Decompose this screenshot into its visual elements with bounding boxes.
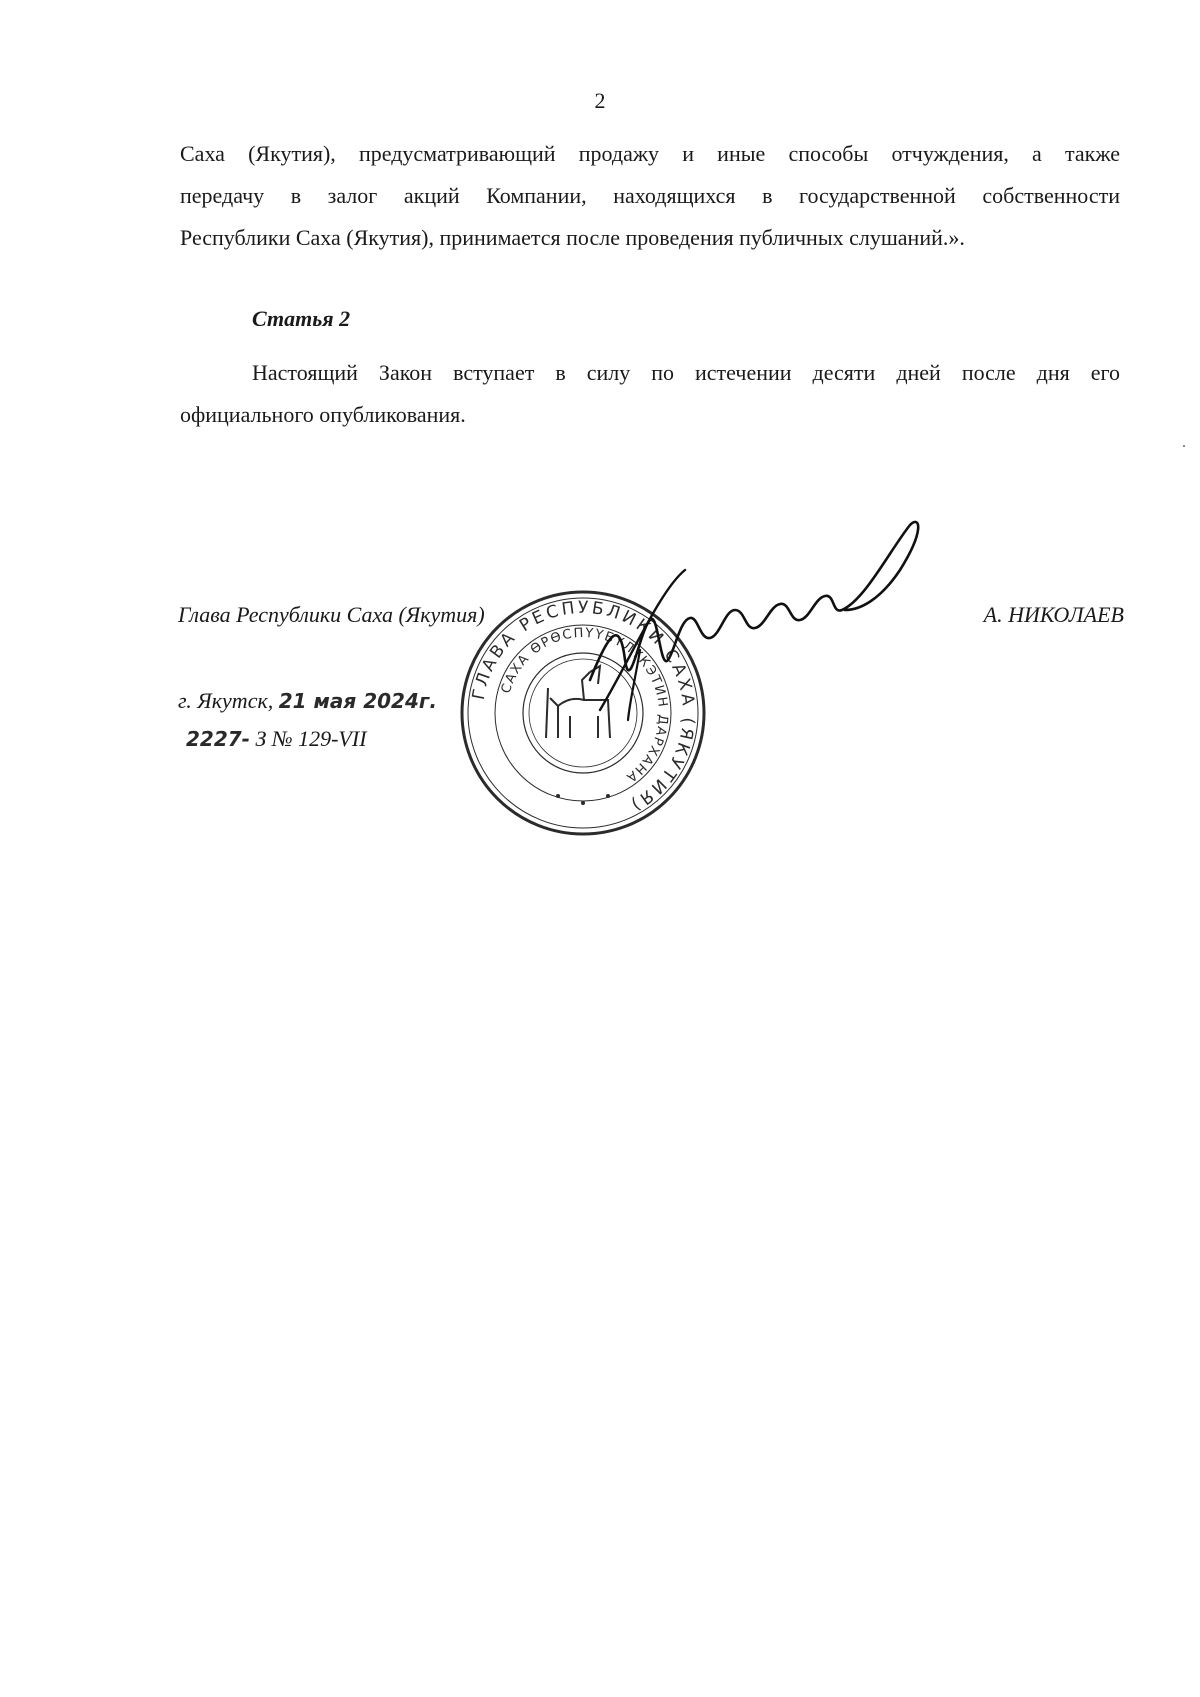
handwritten-signature-icon [580, 510, 940, 740]
signatory-title: Глава Республики Саха (Якутия) [178, 602, 485, 627]
handwritten-number: 2227- [186, 727, 250, 751]
handwritten-date: 21 мая 2024г. [278, 689, 437, 713]
article-line: Настоящий Закон вступает в силу по истечении десяти дней после дня его [252, 360, 1120, 385]
paragraph-continuation [180, 133, 1120, 259]
seal-inner-text: САХА ӨРӨСПҮҮБҮЛҮКЭТИН ДАРХАНА [498, 625, 671, 786]
paragraph-line: передачу в залог акций Компании, находящихся в государственной собственности [180, 183, 1120, 208]
paragraph-line: Саха (Якутия), предусматривающий продажу и иные способы отчуждения, а также [180, 141, 1120, 166]
scan-speck [1183, 445, 1185, 447]
page-number: 2 [594, 88, 606, 113]
seal-outer-text: ГЛАВА РЕСПУБЛИКИ САХА (ЯКУТИЯ) [468, 597, 699, 816]
article-line: официального опубликования. [180, 402, 466, 427]
article-body [180, 352, 1120, 436]
printed-number: З № 129-VII [255, 726, 367, 751]
place-prefix: г. Якутск, [178, 688, 274, 713]
star-icon [556, 794, 610, 805]
paragraph-line: Республики Саха (Якутия), принимается после проведения публичных слушаний.». [180, 225, 965, 250]
article-heading: Статья 2 [252, 306, 351, 331]
signatory-name: А. НИКОЛАЕВ [983, 602, 1124, 627]
law-number [186, 726, 367, 752]
place-and-date [178, 688, 437, 714]
